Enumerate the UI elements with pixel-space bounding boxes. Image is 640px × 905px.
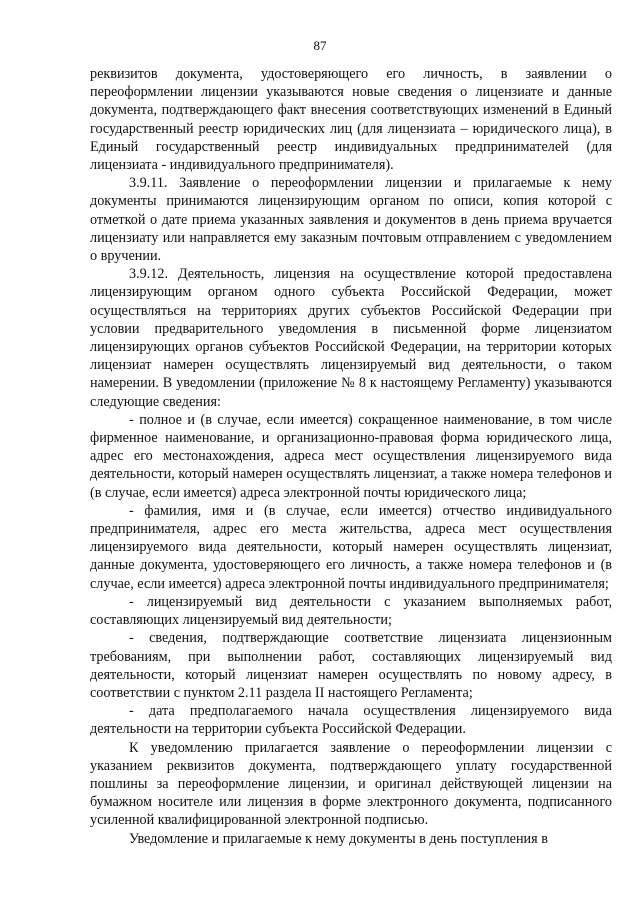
list-item-compliance-info: - сведения, подтверждающие соответствие лицензиата лицензионным требованиям, при выполнении работ, составляющих лицензируемый вид деятельности, который лицензиат намерен осуществлять по новому адресу, в соответствии с пунктом 2.11 раздела II настоящего Регламента; <box>90 630 612 701</box>
document-body <box>90 65 612 848</box>
list-item-individual-entrepreneur: - фамилия, имя и (в случае, если имеется) отчество индивидуального предпринимателя, адрес его места жительства, адреса мест осуществления лицензируемого вида деятельности, который намерен осуществлять лицензиат, данные документа, удостоверяющего его личность, а также номера телефонов и (в случае, если имеется) адреса электронной почты индивидуального предпринимателя; <box>90 502 612 592</box>
paragraph-attachments: К уведомлению прилагается заявление о переоформлении лицензии с указанием реквизитов документа, подтверждающего уплату государственной пошлины за переоформление лицензии, и оригинал действующей лицензии на бумажном носителе или лицензия в форме электронного документа, подписанного усиленной квалифицированной электронной подписью. <box>90 739 612 829</box>
paragraph-notification-received: Уведомление и прилагаемые к нему документы в день поступления в <box>129 830 548 847</box>
paragraph-requisites-continuation: реквизитов документа, удостоверяющего его личность, в заявлении о переоформлении лицензии указываются новые сведения о лицензиате и данные документа, подтверждающего факт внесения соответствующих изменений в Единый государственный реестр юридических лиц (для лицензиата – юридического лица), в Единый государственный реестр индивидуальных предпринимателей (для лицензиата - индивидуального предпринимателя). <box>90 66 612 174</box>
paragraph-3-9-11: 3.9.11. Заявление о переоформлении лицензии и прилагаемые к нему документы принимаются лицензирующим органом по описи, копия которой с отметкой о дате приема указанных заявления и документов в день приема вручается лицензиату или направляется ему заказным почтовым отправлением с уведомлением о вручении. <box>90 175 612 265</box>
list-item-legal-entity: - полное и (в случае, если имеется) сокращенное наименование, в том числе фирменное наименование, и организационно-правовая форма юридического лица, адрес его местонахождения, адреса мест осуществления лицензируемого вида деятельности, который намерен осуществлять лицензиат, а также номера телефонов и (в случае, если имеется) адреса электронной почты юридического лица; <box>90 411 612 501</box>
page-number: 87 <box>313 38 327 53</box>
list-item-activity-type: - лицензируемый вид деятельности с указанием выполняемых работ, составляющих лицензируемый вид деятельности; <box>90 593 612 629</box>
paragraph-3-9-12: 3.9.12. Деятельность, лицензия на осуществление которой предоставлена лицензирующим органом одного субъекта Российской Федерации, может осуществляться на территориях других субъектов Российской Федерации при условии предварительного уведомления в письменной форме лицензиатом лицензирующих органов субъектов Российской Федерации, на территории которых лицензиат намерен осуществлять лицензируемый вид деятельности, о таком намерении. В уведомлении (приложение № 8 к настоящему Регламенту) указываются следующие сведения: <box>90 266 612 410</box>
list-item-start-date: - дата предполагаемого начала осуществления лицензируемого вида деятельности на территории субъекта Российской Федерации. <box>90 703 612 738</box>
